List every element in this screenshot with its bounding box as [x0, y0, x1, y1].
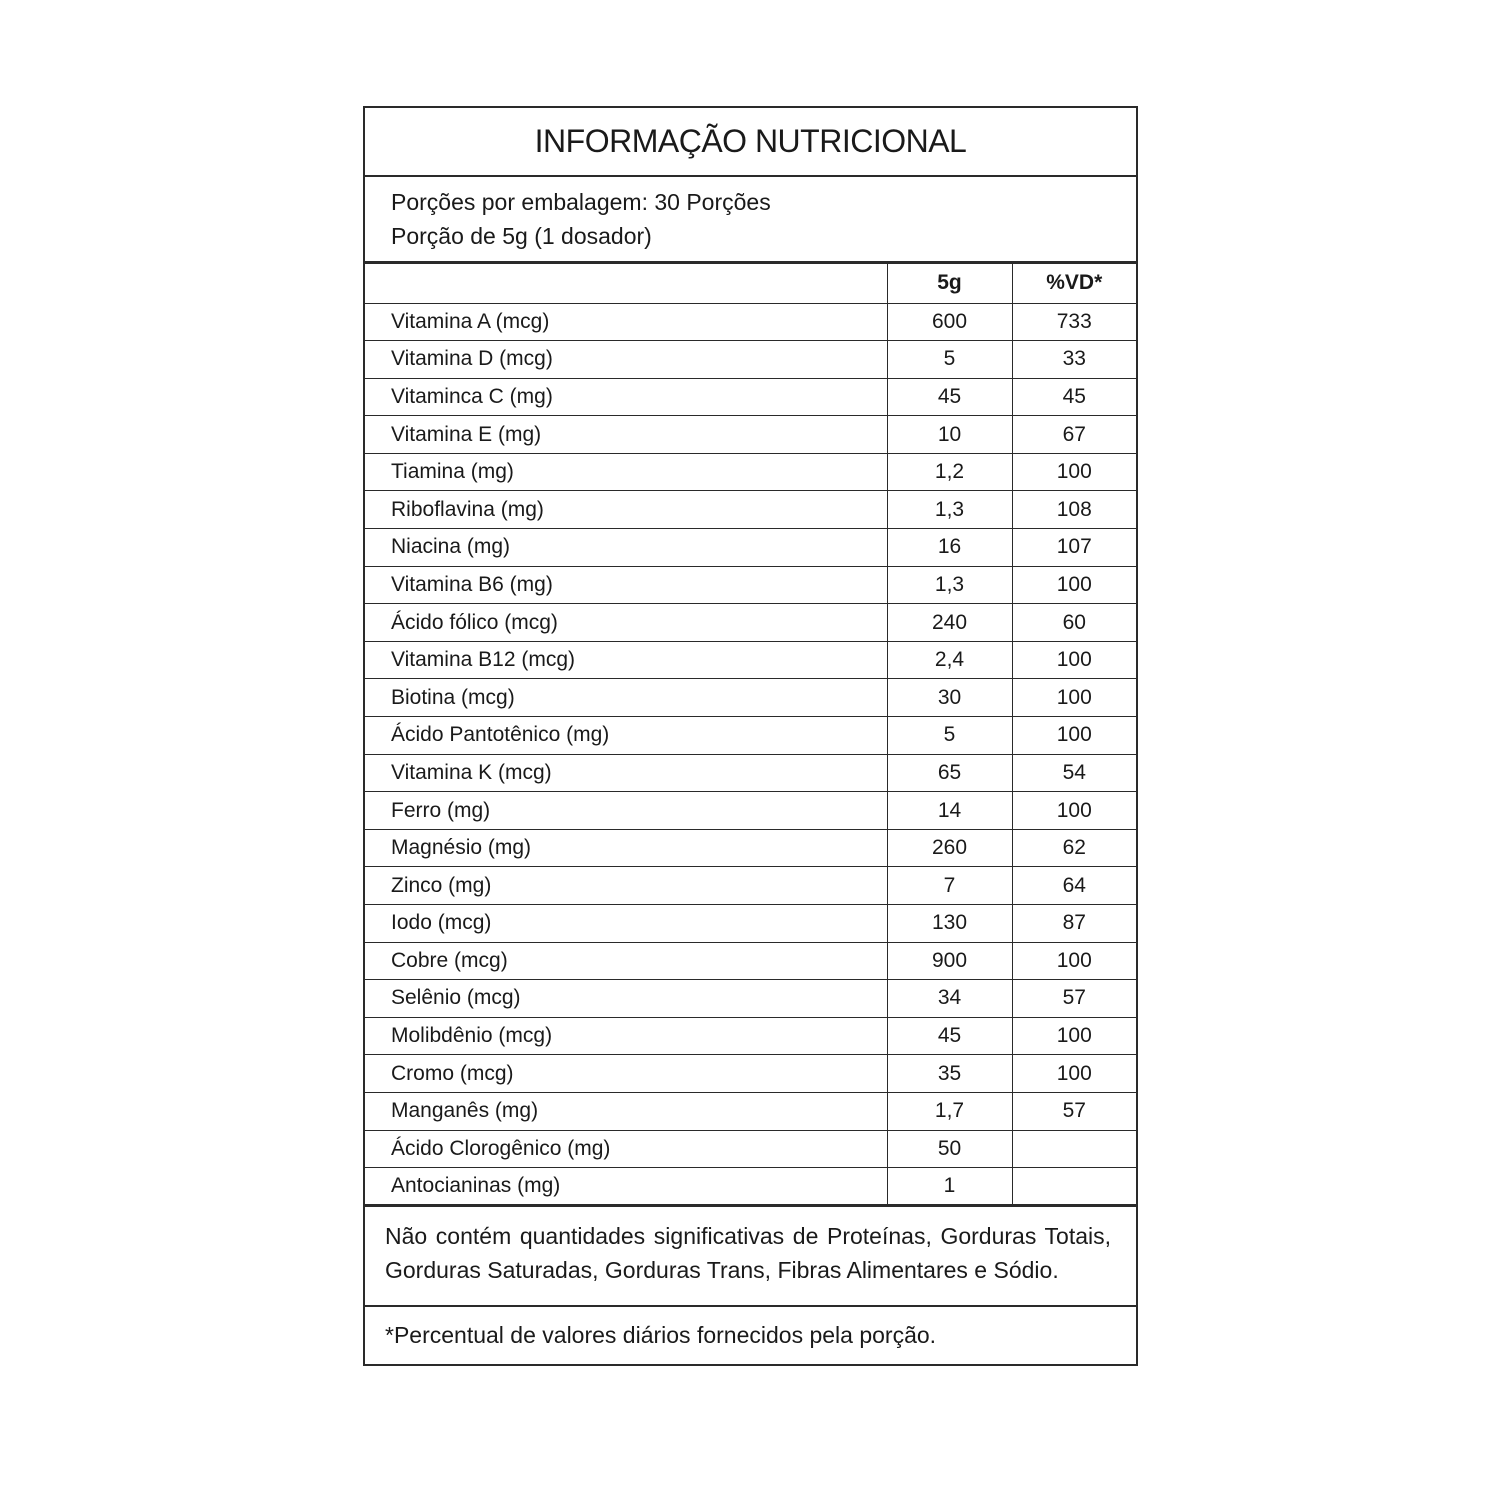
nutrient-daily-value: 100 [1012, 641, 1136, 679]
nutrient-daily-value: 100 [1012, 942, 1136, 980]
nutrient-amount: 240 [887, 604, 1012, 642]
nutrient-daily-value: 62 [1012, 829, 1136, 867]
table-row [365, 942, 1136, 980]
table-row [365, 1017, 1136, 1055]
nutrient-name: Iodo (mcg) [365, 905, 887, 943]
disclaimer: Não contém quantidades significativas de Proteínas, Gorduras Totais, Gorduras Saturadas, Gorduras Trans, Fibras Alimentares e Sódio. [365, 1207, 1136, 1307]
nutrient-amount: 260 [887, 829, 1012, 867]
nutrient-daily-value: 60 [1012, 604, 1136, 642]
nutrient-amount: 2,4 [887, 641, 1012, 679]
nutrient-amount: 16 [887, 529, 1012, 567]
table-row [365, 529, 1136, 567]
nutrient-daily-value: 100 [1012, 566, 1136, 604]
nutrient-name: Niacina (mg) [365, 529, 887, 567]
nutrient-amount: 45 [887, 378, 1012, 416]
nutrient-amount: 34 [887, 980, 1012, 1018]
nutrient-daily-value: 67 [1012, 416, 1136, 454]
nutrient-amount: 600 [887, 303, 1012, 341]
nutrient-name: Ácido Pantotênico (mg) [365, 717, 887, 755]
portion-info [365, 177, 1136, 264]
nutrient-daily-value: 100 [1012, 792, 1136, 830]
nutrient-daily-value [1012, 1130, 1136, 1168]
nutrient-name: Ácido fólico (mcg) [365, 604, 887, 642]
nutrient-name: Vitaminca C (mg) [365, 378, 887, 416]
nutrient-daily-value: 100 [1012, 1055, 1136, 1093]
nutrient-amount: 30 [887, 679, 1012, 717]
nutrient-amount: 1,3 [887, 566, 1012, 604]
label-title: INFORMAÇÃO NUTRICIONAL [365, 108, 1136, 177]
nutrient-name: Vitamina K (mcg) [365, 754, 887, 792]
footnote: *Percentual de valores diários fornecidos pela porção. [385, 1321, 937, 1348]
header-amount: 5g [887, 264, 1012, 303]
table-row [365, 980, 1136, 1018]
nutrient-daily-value: 57 [1012, 980, 1136, 1018]
table-row [365, 604, 1136, 642]
nutrient-name: Molibdênio (mcg) [365, 1017, 887, 1055]
table-row [365, 905, 1136, 943]
table-row [365, 303, 1136, 341]
header-daily-value: %VD* [1012, 264, 1136, 303]
nutrient-amount: 1,7 [887, 1092, 1012, 1130]
nutrient-amount: 1,3 [887, 491, 1012, 529]
nutrient-amount: 14 [887, 792, 1012, 830]
nutrient-amount: 5 [887, 341, 1012, 379]
nutrient-daily-value: 33 [1012, 341, 1136, 379]
nutrient-amount: 65 [887, 754, 1012, 792]
nutrient-amount: 35 [887, 1055, 1012, 1093]
table-row [365, 641, 1136, 679]
table-row [365, 453, 1136, 491]
nutrient-amount: 1,2 [887, 453, 1012, 491]
serving-size: Porção de 5g (1 dosador) [391, 223, 652, 249]
table-row [365, 1092, 1136, 1130]
nutrient-name: Antocianinas (mg) [365, 1168, 887, 1206]
nutrient-daily-value: 54 [1012, 754, 1136, 792]
nutrient-name: Vitamina D (mcg) [365, 341, 887, 379]
nutrient-daily-value: 733 [1012, 303, 1136, 341]
table-row [365, 717, 1136, 755]
nutrient-daily-value: 45 [1012, 378, 1136, 416]
table-row [365, 867, 1136, 905]
nutrition-facts-label [363, 106, 1138, 1366]
nutrient-amount: 10 [887, 416, 1012, 454]
nutrient-daily-value: 108 [1012, 491, 1136, 529]
table-row [365, 416, 1136, 454]
table-row [365, 792, 1136, 830]
nutrient-daily-value: 107 [1012, 529, 1136, 567]
nutrient-name: Cromo (mcg) [365, 1055, 887, 1093]
nutrient-name: Tiamina (mg) [365, 453, 887, 491]
table-row [365, 1130, 1136, 1168]
nutrient-daily-value: 100 [1012, 717, 1136, 755]
nutrient-name: Vitamina B6 (mg) [365, 566, 887, 604]
nutrient-amount: 900 [887, 942, 1012, 980]
nutrient-daily-value: 100 [1012, 679, 1136, 717]
nutrient-table-body [365, 303, 1136, 1205]
nutrient-name: Riboflavina (mg) [365, 491, 887, 529]
nutrient-amount: 5 [887, 717, 1012, 755]
nutrient-name: Vitamina A (mcg) [365, 303, 887, 341]
table-header-row [365, 264, 1136, 303]
servings-per-package: Porções por embalagem: 30 Porções [391, 189, 771, 215]
table-row [365, 679, 1136, 717]
header-nutrient [365, 264, 887, 303]
nutrient-name: Biotina (mcg) [365, 679, 887, 717]
nutrient-name: Vitamina B12 (mcg) [365, 641, 887, 679]
table-row [365, 491, 1136, 529]
nutrient-name: Zinco (mg) [365, 867, 887, 905]
nutrient-daily-value: 100 [1012, 1017, 1136, 1055]
nutrient-name: Cobre (mcg) [365, 942, 887, 980]
table-row [365, 754, 1136, 792]
nutrient-table [365, 264, 1136, 1207]
table-row [365, 341, 1136, 379]
table-row [365, 1055, 1136, 1093]
nutrient-daily-value: 57 [1012, 1092, 1136, 1130]
table-row [365, 1168, 1136, 1206]
nutrient-daily-value: 100 [1012, 453, 1136, 491]
nutrient-daily-value: 87 [1012, 905, 1136, 943]
nutrient-name: Magnésio (mg) [365, 829, 887, 867]
nutrient-daily-value: 64 [1012, 867, 1136, 905]
table-row [365, 378, 1136, 416]
nutrient-name: Manganês (mg) [365, 1092, 887, 1130]
nutrient-amount: 130 [887, 905, 1012, 943]
nutrient-name: Ácido Clorogênico (mg) [365, 1130, 887, 1168]
nutrient-name: Selênio (mcg) [365, 980, 887, 1018]
nutrient-daily-value [1012, 1168, 1136, 1206]
nutrient-amount: 45 [887, 1017, 1012, 1055]
nutrient-name: Ferro (mg) [365, 792, 887, 830]
nutrient-name: Vitamina E (mg) [365, 416, 887, 454]
nutrient-amount: 1 [887, 1168, 1012, 1206]
table-row [365, 566, 1136, 604]
nutrient-amount: 50 [887, 1130, 1012, 1168]
table-row [365, 829, 1136, 867]
nutrient-amount: 7 [887, 867, 1012, 905]
